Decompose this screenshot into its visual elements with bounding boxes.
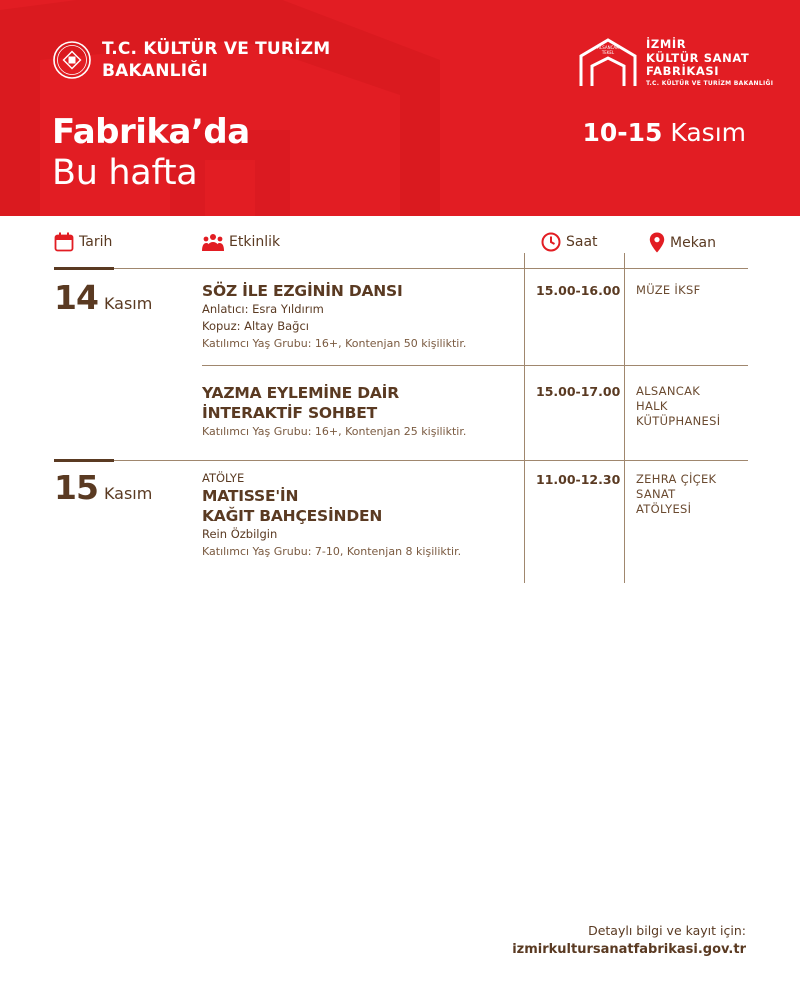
event-time: 15.00-16.00 [536,283,621,298]
event-venue [636,283,700,298]
event-title-line-2: İNTERAKTİF SOHBET [202,404,378,422]
day-number: 14 [54,278,98,317]
event-performer: Kopuz: Altay Bağcı [202,319,309,333]
venue-line: SANAT [636,487,676,501]
iksf-name-3: FABRİKASI [646,64,720,78]
location-pin-icon [649,232,665,253]
iksf-badge-1: ALSANCAK [597,45,619,50]
page-subtitle: Bu hafta [52,153,198,193]
date-range [582,117,746,149]
iksf-subtitle: T.C. KÜLTÜR VE TURİZM BAKANLIĞI [646,79,774,87]
column-event [202,232,280,252]
ministry-emblem-icon [52,40,92,80]
divider-venue [624,253,625,583]
event-age-group: Katılımcı Yaş Grubu: 7-10, Kontenjan 8 kişiliktir. [202,545,462,558]
date-range-days: 10-15 [582,118,663,147]
event-category: ATÖLYE [202,471,245,485]
event-matisse [202,471,461,560]
event-title-line-1: YAZMA EYLEMİNE DAİR [202,384,399,402]
footer [512,922,746,960]
row-divider-1 [114,268,748,269]
venue-line: ATÖLYESİ [636,502,692,516]
day-rule-14 [54,267,114,270]
day-month: Kasım [103,484,153,503]
date-range-month: Kasım [670,118,746,147]
column-date-label: Tarih [79,234,113,250]
calendar-icon [54,232,74,252]
ministry-block [52,38,330,82]
venue-line: MÜZE İKSF [636,283,701,297]
iksf-name-2: KÜLTÜR SANAT [646,50,750,65]
event-title-line-2: KAĞIT BAHÇESİNDEN [202,507,383,525]
column-time-label: Saat [566,234,598,250]
event-soz-ile-ezginin-dansi [202,281,466,352]
column-time [541,232,598,252]
ministry-line-2: BAKANLIĞI [102,61,208,81]
event-venue [636,384,720,429]
day-rule-15 [54,459,114,462]
event-instructor: Rein Özbilgin [202,527,278,541]
iksf-name-1: İZMİR [646,37,687,51]
venue-line: ZEHRA ÇİÇEK [636,472,717,486]
ministry-line-1: T.C. KÜLTÜR VE TURİZM [102,39,331,59]
people-icon [202,232,224,252]
column-date [54,232,112,252]
column-venue [649,232,716,253]
event-age-group: Katılımcı Yaş Grubu: 16+, Kontenjan 50 kişiliktir. [202,337,467,350]
day-14 [54,278,152,317]
day-15 [54,468,152,507]
event-time: 11.00-12.30 [536,472,621,487]
footer-info: Detaylı bilgi ve kayıt için: [588,923,746,938]
row-divider-2 [202,365,748,366]
day-month: Kasım [103,294,153,313]
event-age-group: Katılımcı Yaş Grubu: 16+, Kontenjan 25 kişiliktir. [202,425,467,438]
day-number: 15 [54,468,98,507]
iksf-logo-icon [578,36,638,88]
event-venue [636,472,716,517]
venue-line: ALSANCAK [636,384,701,398]
event-time: 15.00-17.00 [536,384,621,399]
column-event-label: Etkinlik [229,234,281,250]
event-narrator: Anlatıcı: Esra Yıldırım [202,302,324,316]
iksf-block [578,36,773,88]
venue-line: KÜTÜPHANESİ [636,414,721,428]
header-banner [0,0,800,216]
iksf-badge-2: TEKEL [601,50,615,55]
page-title: Fabrika’da [52,112,250,152]
clock-icon [541,232,561,252]
divider-time [524,253,525,583]
event-title-line-1: MATISSE'İN [202,487,299,505]
event-yazma-eylemine-dair [202,383,466,440]
event-title: SÖZ İLE EZGİNİN DANSI [202,282,403,300]
venue-line: HALK [636,399,668,413]
footer-url-link[interactable]: izmirkultursanatfabrikasi.gov.tr [512,942,746,957]
row-divider-3 [114,460,748,461]
column-venue-label: Mekan [670,234,717,251]
